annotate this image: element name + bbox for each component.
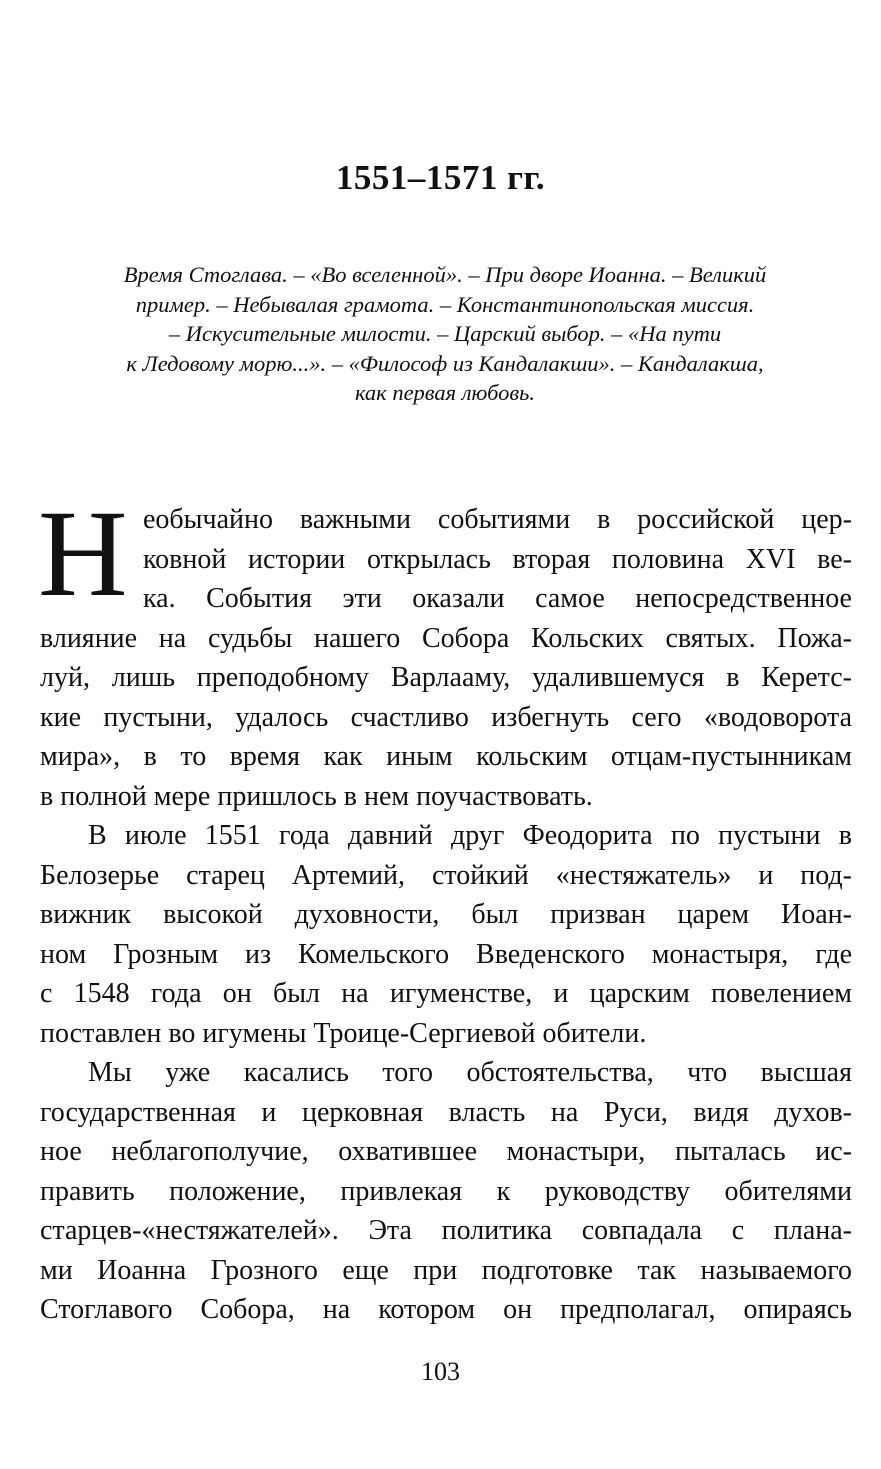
text-line: ка. События эти оказали самое непосредственное (143, 583, 852, 614)
text-line: ковной истории открылась вторая половина XVI ве- (143, 543, 852, 575)
page-number: 103 (421, 1357, 460, 1386)
text-line: править положение, привлекая к руководству обителями (40, 1175, 852, 1207)
subtitle-line: пример. – Небывалая грамота. – Константинопольская миссия. (135, 291, 755, 317)
chapter-title: 1551–1571 гг. (335, 158, 546, 197)
text-line: Стоглавого Собора, на котором он предполагал, опираясь (40, 1294, 852, 1325)
text-line: вижник высокой духовности, был призван царем Иоан- (40, 899, 852, 930)
body-text (38, 485, 852, 1330)
text-line: луй, лишь преподобному Варлааму, удалившемуся в Керетс- (40, 662, 852, 693)
text-line: ном Грозным из Комельского Введенского монастыря, где (40, 938, 852, 970)
text-line: ми Иоанна Грозного еще при подготовке так называемого (40, 1254, 852, 1286)
text-line: старцев-«нестяжателей». Эта политика совпадала с плана- (40, 1215, 852, 1246)
text-line: с 1548 года он был на игуменстве, и царским повелением (40, 978, 852, 1009)
subtitle-line: Время Стоглава. – «Во вселенной». – При дворе Иоанна. – Великий (123, 262, 767, 287)
text-line: еобычайно важными событиями в российской цер- (143, 504, 852, 535)
text-line: В июле 1551 года давний друг Феодорита по пустыни в (88, 820, 852, 851)
subtitle-line: к Ледовому морю...». – «Философ из Кандалакши». – Кандалакша, (126, 350, 764, 376)
text-line: в полной мере пришлось в нем поучаствовать. (40, 780, 593, 812)
text-line: государственная и церковная власть на Руси, видя духов- (40, 1096, 852, 1128)
text-line: Мы уже касались того обстоятельства, что высшая (88, 1057, 852, 1088)
text-line: влияние на судьбы нашего Собора Кольских святых. Пожа- (40, 622, 852, 654)
subtitle-line: как первая любовь. (354, 380, 536, 405)
text-line: мира», в то время как иным кольским отцам-пустынникам (40, 741, 852, 772)
text-line: кие пустыни, удалось счастливо избегнуть сего «водоворота (40, 701, 852, 733)
chapter-subtitle (40, 260, 850, 408)
text-line: ное неблагополучие, охватившее монастыри, пыталась ис- (40, 1136, 852, 1167)
text-line: Белозерье старец Артемий, стойкий «нестяжатель» и под- (40, 859, 852, 891)
text-line: поставлен во игумены Троице-Сергиевой обители. (40, 1017, 647, 1049)
drop-cap: Н (38, 485, 128, 622)
subtitle-line: – Искусительные милости. – Царский выбор. – «На пути (168, 321, 722, 346)
